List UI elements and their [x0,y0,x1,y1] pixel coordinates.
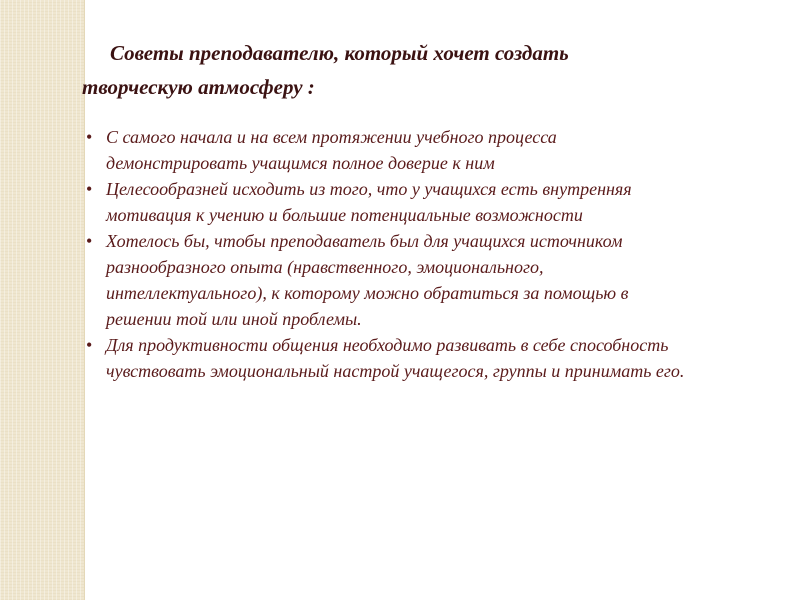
bullet-icon: • [86,179,93,199]
bullet-item-3 [86,228,686,332]
bullet-text-2: Целесообразней исходить из того, что у учащихся есть внутренняя мотивация к учению и большие потенциальные возможности [106,179,632,225]
slide-title: Советы преподавателю, который хочет создать творческую атмосферу : [82,41,569,99]
bullet-text-3: Хотелось бы, чтобы преподаватель был для учащихся источником разнообразного опыта (нравственного, эмоционального, интеллектуального), к которому можно обратиться за помощью в решении той или иной проблемы. [106,231,629,329]
bullet-item-4 [86,332,686,384]
bullet-text-4: Для продуктивности общения необходимо развивать в себе способность чувствовать эмоциональный настрой учащегося, группы и принимать его. [106,335,685,381]
bullet-icon: • [86,231,93,251]
bullet-text-1: С самого начала и на всем протяжении учебного процесса демонстрировать учащимся полное доверие к ним [106,127,557,173]
bullet-item-2 [86,176,686,228]
bullet-item-1 [86,124,686,176]
left-decorative-stripe [0,0,85,600]
bullet-icon: • [86,335,93,355]
bullet-icon: • [86,127,93,147]
bullet-list [86,124,686,384]
